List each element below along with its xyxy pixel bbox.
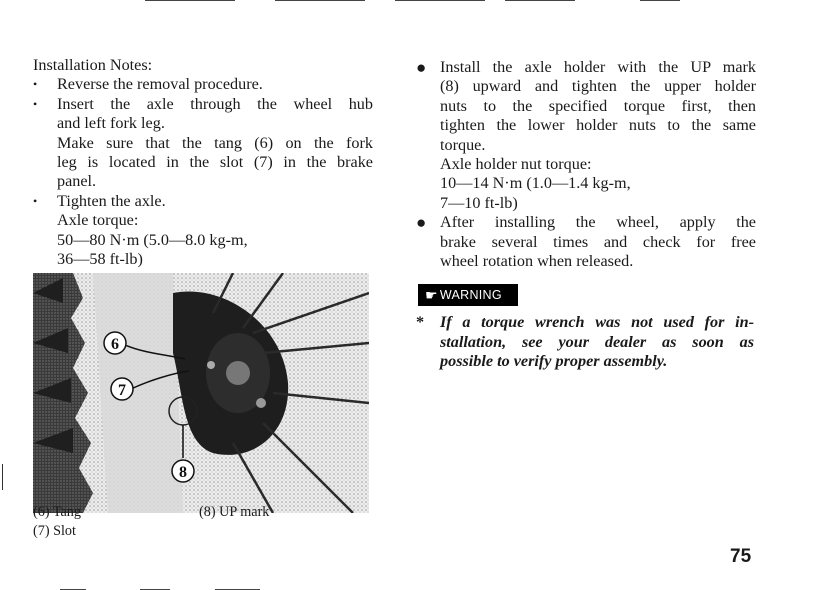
callout-8 — [172, 460, 194, 482]
torque-value: 36—58 ft-lb) — [57, 250, 143, 269]
scan-artifact — [2, 464, 3, 490]
svg-text:8: 8 — [179, 464, 187, 481]
svg-text:6: 6 — [111, 336, 119, 353]
scan-artifact — [505, 0, 575, 1]
scan-artifact — [145, 0, 235, 1]
axle-illustration — [33, 273, 369, 513]
bullet: ● — [416, 213, 427, 233]
list-item: • Insert the axle through the wheel hub and left fork leg. Make sure that the tang (6) on the fork leg is located in the slot (7) in the brake panel. — [33, 94, 373, 191]
callout-7 — [111, 378, 133, 400]
torque-value: 10—14 N·m (1.0—1.4 kg-m, — [440, 174, 631, 193]
scan-artifact — [640, 0, 680, 1]
warning-badge — [418, 284, 518, 306]
caption-slot: (7) Slot — [33, 523, 76, 539]
caption-up-mark: (8) UP mark — [199, 504, 270, 520]
scan-artifact — [275, 0, 365, 1]
warning-label: WARNING — [439, 288, 502, 302]
caption-tang: (6) Tang — [33, 504, 81, 520]
pointing-hand-icon: ☛ — [425, 286, 438, 303]
torque-value: 50—80 N·m (5.0—8.0 kg-m, — [57, 230, 248, 249]
warning-text: * If a torque wrench was not used for in- stallation, see your dealer as soon as possible to verify proper assembly. — [416, 313, 754, 371]
installation-notes-continued — [416, 58, 756, 271]
svg-text:7: 7 — [118, 382, 126, 399]
section-heading: Installation Notes: — [33, 56, 153, 74]
callout-6 — [104, 332, 126, 354]
bullet: ● — [416, 58, 427, 77]
axle-photo — [33, 273, 369, 513]
page-number: 75 — [730, 546, 752, 567]
asterisk: * — [416, 313, 425, 331]
bullet: • — [33, 77, 38, 92]
bullet: • — [33, 96, 38, 111]
list-item: ● After installing the wheel, apply the brake several times and check for free wheel rotation when released. — [416, 213, 756, 271]
torque-label: Axle holder nut torque: — [440, 155, 592, 174]
torque-label: Axle torque: — [57, 211, 139, 230]
installation-notes — [33, 56, 373, 269]
list-item: • Tighten the axle. Axle torque: 50—80 N·m (5.0—8.0 kg-m, 36—58 ft-lb) — [33, 192, 373, 270]
torque-value: 7—10 ft-lb) — [440, 193, 518, 212]
list-item: ● Install the axle holder with the UP mark (8) upward and tighten the upper holder nuts to the specified torque first, then tighten the lower holder nuts to the same torque. Axle holder nut torque: 10—14 N·m (1.0—1.4 kg-m, 7—10 ft-lb) — [416, 58, 756, 212]
scan-artifact — [395, 0, 485, 1]
list-item: • Reverse the removal procedure. — [33, 75, 263, 94]
bullet: • — [33, 193, 38, 208]
